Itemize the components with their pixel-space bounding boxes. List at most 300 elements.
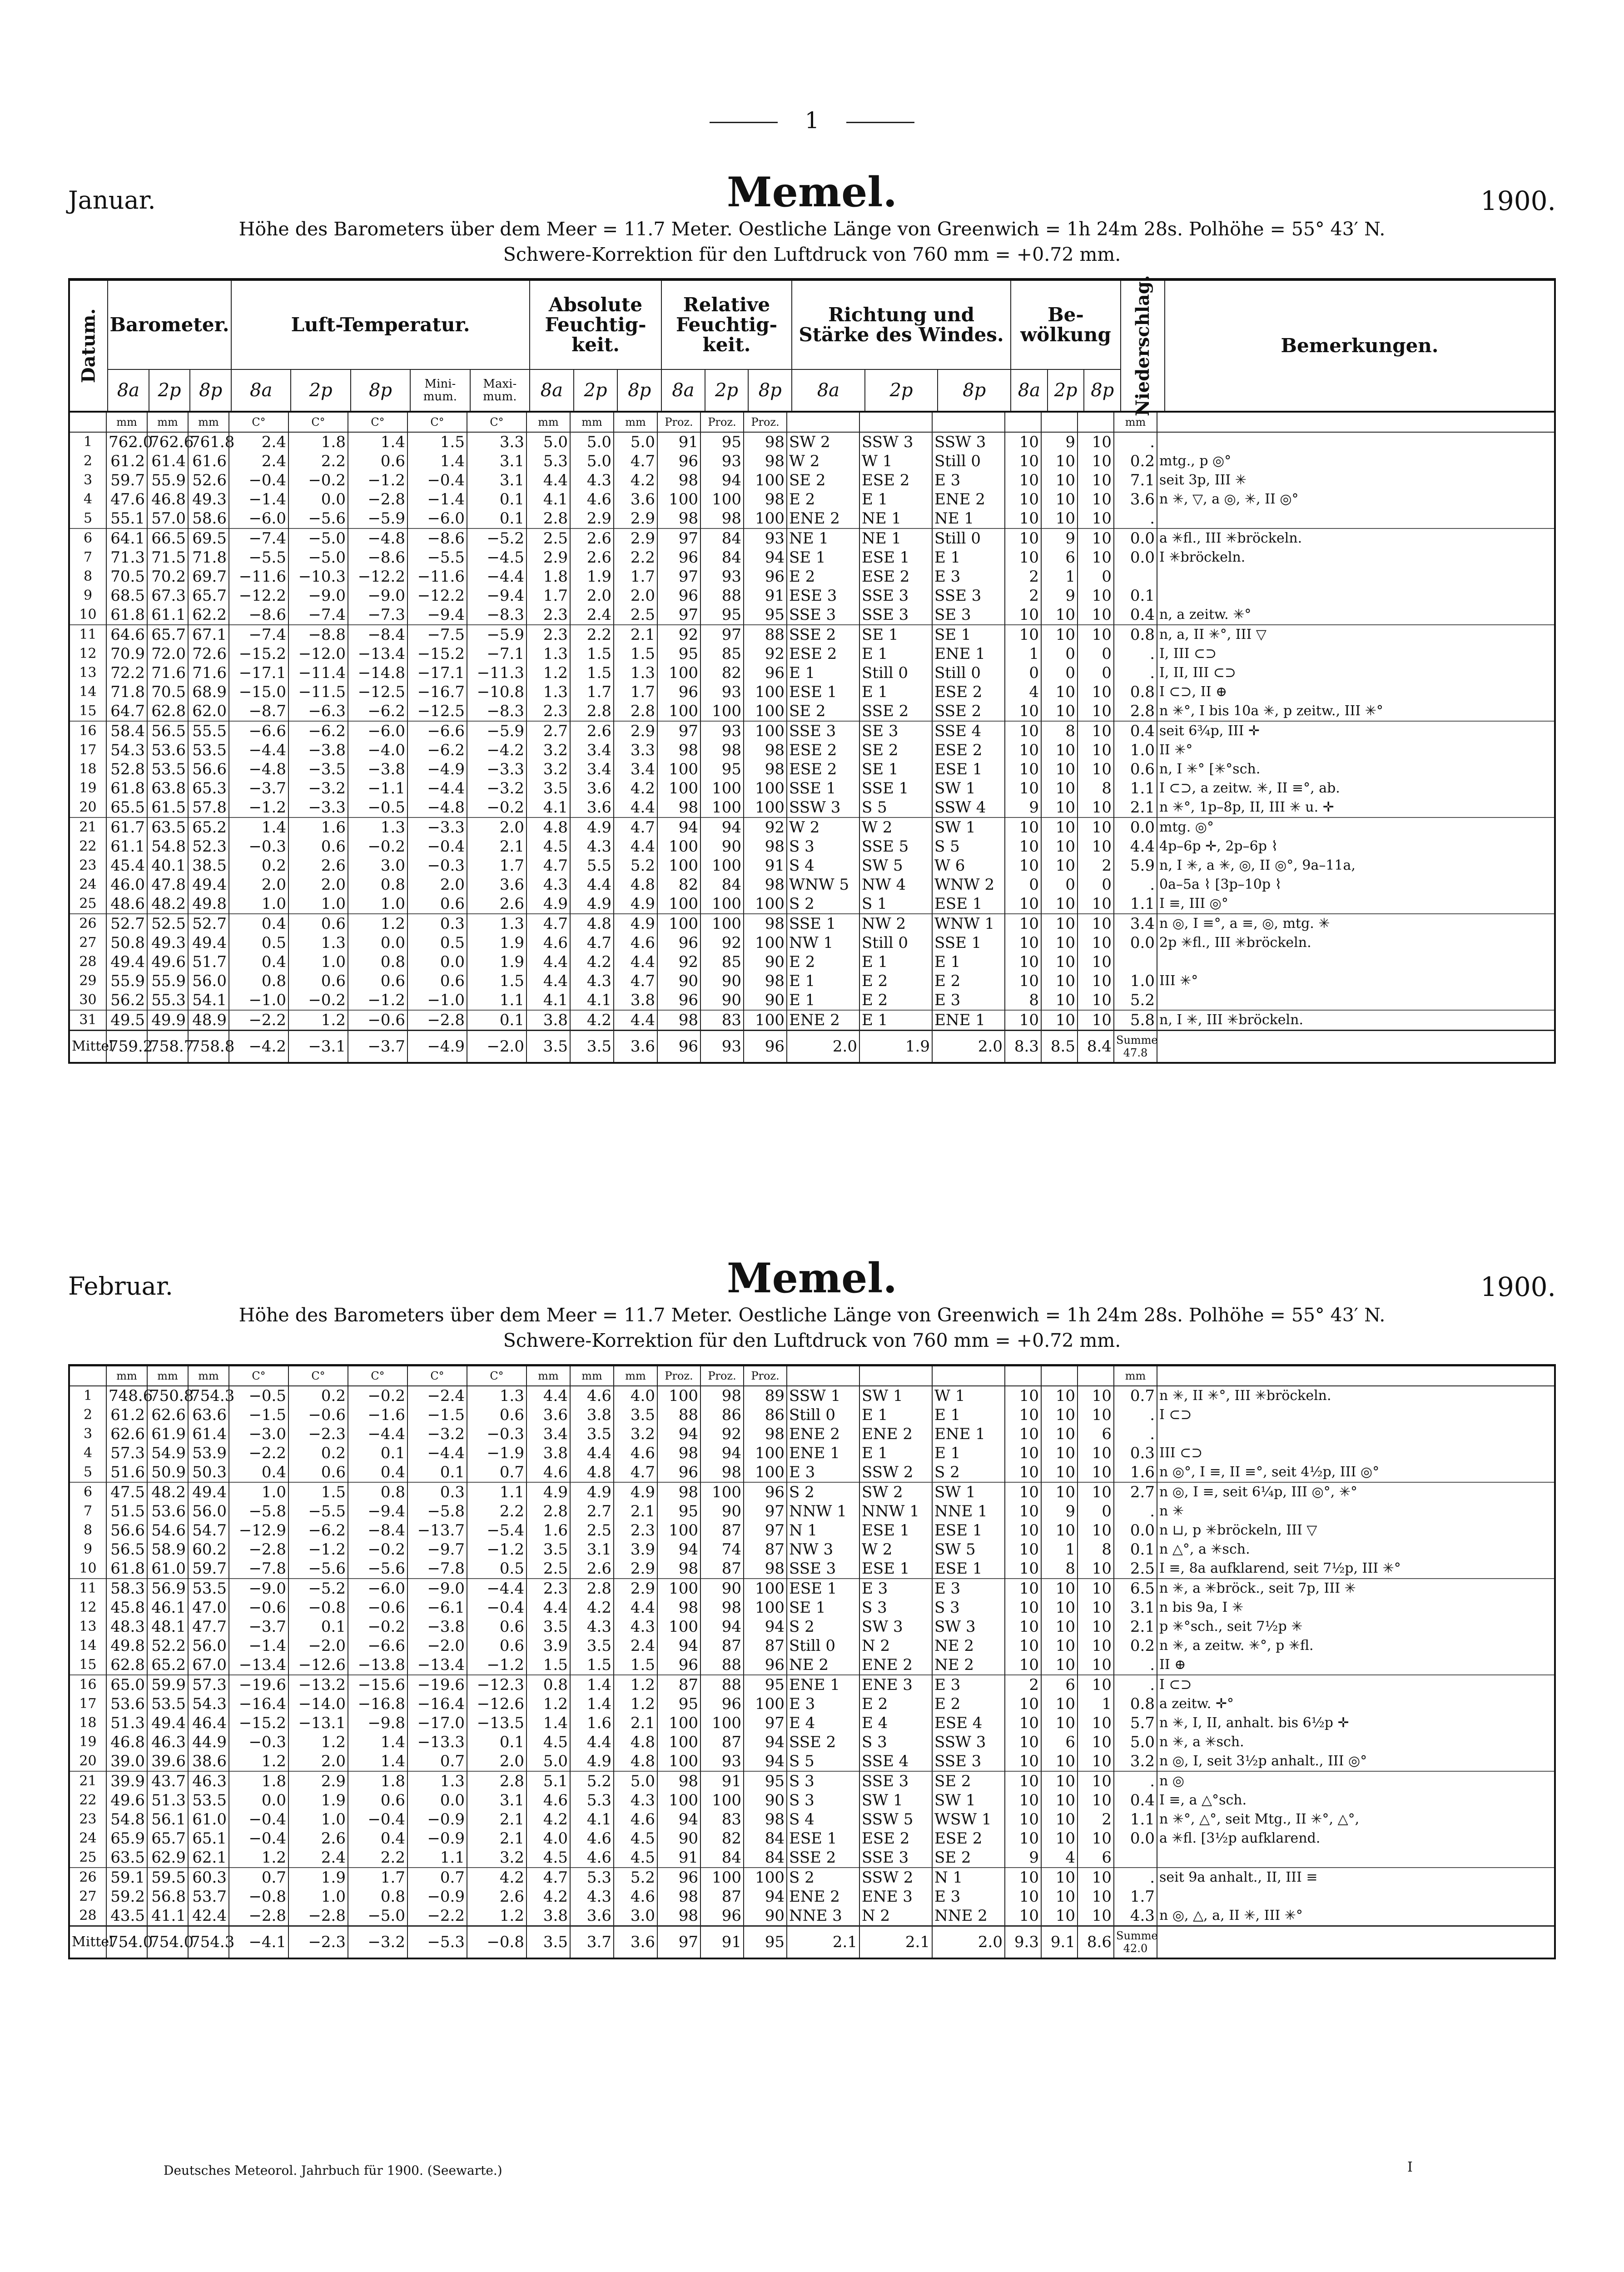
cell-rel-8p: 84 (744, 1848, 787, 1868)
unit-temp-min: C° (407, 1366, 467, 1386)
cell-wind-2p: E 1 (859, 1010, 932, 1031)
cell-temp-8p: −8.4 (348, 625, 407, 644)
cell-abs-2p: 2.6 (570, 548, 614, 567)
table-row (69, 1675, 1555, 1694)
table-row (69, 1791, 1555, 1810)
cell-wind-2p: ENE 3 (859, 1675, 932, 1694)
cell-baro-8a: 43.5 (106, 1906, 147, 1926)
cell-wind-8a: ESE 3 (787, 586, 859, 605)
cell-temp-8a: −17.1 (229, 663, 288, 683)
cell-precip: 5.0 (1114, 1733, 1157, 1752)
cell-temp-8p: −5.9 (348, 509, 407, 528)
cell-rel-2p: 86 (700, 1405, 744, 1425)
cell-abs-8a: 4.4 (526, 1598, 570, 1617)
cell-abs-8p: 4.6 (614, 1887, 657, 1906)
cell-abs-8p: 2.9 (614, 721, 657, 741)
cell-abs-2p: 3.5 (570, 1636, 614, 1655)
cell-temp-max: 2.2 (467, 1502, 526, 1521)
cell-baro-8p: 49.3 (188, 490, 229, 509)
cell-precip: 0.4 (1114, 1791, 1157, 1810)
cell-cloud-2p: 10 (1041, 1752, 1078, 1771)
cell-temp-max: 1.7 (467, 856, 526, 875)
cell-temp-2p: 0.2 (288, 1444, 348, 1463)
rule-right (846, 122, 914, 123)
cell-baro-8a: 50.8 (106, 933, 147, 952)
cell-abs-8a: 2.8 (526, 1502, 570, 1521)
cell-wind-8a: SE 2 (787, 702, 859, 721)
cell-wind-2p: SSW 2 (859, 1868, 932, 1887)
cell-temp-min: −2.4 (407, 1386, 467, 1405)
cell-temp-min: −15.2 (407, 644, 467, 663)
cell-temp-min: −0.4 (407, 837, 467, 856)
cell-precip: 2.5 (1114, 1559, 1157, 1579)
cell-rel-8p: 89 (744, 1386, 787, 1405)
mean-row (69, 1926, 1555, 1959)
cell-wind-8a: SSE 3 (787, 605, 859, 625)
cell-temp-8a: −12.9 (229, 1521, 288, 1540)
cell-wind-8p: S 2 (932, 1463, 1005, 1482)
cell-temp-max: −1.9 (467, 1444, 526, 1463)
cell-precip: 1.1 (1114, 779, 1157, 798)
mean-temp-8a: −4.2 (229, 1031, 288, 1063)
cell-temp-8p: −6.6 (348, 1636, 407, 1655)
cell-abs-8p: 2.1 (614, 625, 657, 644)
cell-baro-8p: 67.1 (188, 625, 229, 644)
cell-remarks: III ⊂⊃ (1159, 1445, 1203, 1461)
cell-abs-8p: 4.9 (614, 914, 657, 933)
cell-wind-8a: Still 0 (787, 1405, 859, 1425)
cell-temp-8p: −0.2 (348, 1386, 407, 1405)
cell-cloud-8p: 10 (1078, 1521, 1114, 1540)
cell-abs-8p: 3.9 (614, 1540, 657, 1559)
cell-abs-2p: 4.2 (570, 1598, 614, 1617)
cell-cloud-8a: 10 (1005, 1010, 1041, 1031)
cell-temp-8a: −11.6 (229, 567, 288, 586)
cell-temp-min: −4.9 (407, 760, 467, 779)
cell-cloud-8a: 10 (1005, 1655, 1041, 1675)
cell-day: 15 (69, 1655, 106, 1675)
cell-wind-2p: SSE 3 (859, 1848, 932, 1868)
cell-temp-2p: −7.4 (288, 605, 348, 625)
cell-wind-2p: ESE 1 (859, 1521, 932, 1540)
cell-temp-min: 0.6 (407, 972, 467, 991)
cell-baro-8p: 51.7 (188, 952, 229, 972)
cell-remarks: n △°, a ✳sch. (1159, 1541, 1250, 1557)
cell-baro-8p: 71.6 (188, 663, 229, 683)
cell-abs-2p: 4.3 (570, 972, 614, 991)
cell-baro-2p: 40.1 (147, 856, 188, 875)
table-row (69, 1636, 1555, 1655)
cell-wind-8p: E 3 (932, 991, 1005, 1010)
cell-temp-min: −9.0 (407, 1579, 467, 1598)
table-row (69, 741, 1555, 760)
mean-precip: Summe 42.0 (1114, 1926, 1157, 1959)
cell-rel-8p: 98 (744, 972, 787, 991)
cell-cloud-8a: 8 (1005, 991, 1041, 1010)
cell-rel-8a: 94 (657, 1810, 700, 1829)
cell-wind-2p: NW 2 (859, 914, 932, 933)
cell-cloud-8p: 10 (1078, 490, 1114, 509)
cell-abs-2p: 3.4 (570, 760, 614, 779)
cell-wind-8a: N 1 (787, 1521, 859, 1540)
cell-wind-8a: SSE 2 (787, 625, 859, 644)
cell-temp-max: 1.3 (467, 1386, 526, 1405)
cell-baro-8a: 64.6 (106, 625, 147, 644)
mean-baro-2p: 758.7 (147, 1031, 188, 1063)
cell-wind-8p: W 6 (932, 856, 1005, 875)
cell-rel-2p: 92 (700, 1425, 744, 1444)
cell-rel-2p: 90 (700, 1579, 744, 1598)
section-february (68, 1254, 1556, 1959)
cell-precip: 1.0 (1114, 741, 1157, 760)
cell-baro-2p: 55.9 (147, 972, 188, 991)
table-row (69, 1752, 1555, 1771)
cell-day: 26 (69, 1868, 106, 1887)
cell-wind-2p: SE 2 (859, 741, 932, 760)
cell-abs-2p: 2.2 (570, 625, 614, 644)
cell-cloud-2p: 8 (1041, 721, 1078, 741)
cell-temp-8p: −9.0 (348, 586, 407, 605)
cell-cloud-8p: 10 (1078, 914, 1114, 933)
cell-abs-8a: 1.8 (526, 567, 570, 586)
cell-temp-2p: −5.0 (288, 548, 348, 567)
cell-temp-8a: 1.4 (229, 817, 288, 837)
cell-cloud-2p: 10 (1041, 1868, 1078, 1887)
cell-wind-8p: ESE 4 (932, 1714, 1005, 1733)
cell-abs-2p: 4.6 (570, 1829, 614, 1848)
cell-rel-2p: 94 (700, 817, 744, 837)
cell-cloud-2p: 10 (1041, 1771, 1078, 1791)
cell-abs-8p: 4.8 (614, 875, 657, 894)
cell-wind-2p: SE 1 (859, 625, 932, 644)
cell-precip: . (1114, 663, 1157, 683)
cell-wind-8a: E 3 (787, 1694, 859, 1714)
cell-temp-max: 2.0 (467, 817, 526, 837)
cell-rel-8a: 94 (657, 1540, 700, 1559)
table-row (69, 875, 1555, 894)
cell-wind-2p: S 3 (859, 1733, 932, 1752)
cell-day: 8 (69, 1521, 106, 1540)
cell-day: 1 (69, 1386, 106, 1405)
cell-wind-8a: ESE 1 (787, 683, 859, 702)
mean-rel-8a: 97 (657, 1926, 700, 1959)
cell-baro-8a: 49.6 (106, 1791, 147, 1810)
cell-temp-max: 2.6 (467, 894, 526, 914)
cell-abs-8p: 5.0 (614, 1771, 657, 1791)
cell-baro-2p: 56.9 (147, 1579, 188, 1598)
cell-temp-2p: 2.6 (288, 1829, 348, 1848)
cell-abs-8a: 3.8 (526, 1010, 570, 1031)
cell-baro-8a: 58.4 (106, 721, 147, 741)
cell-temp-8a: −3.7 (229, 779, 288, 798)
cell-remarks: I ✳bröckeln. (1159, 549, 1246, 565)
cell-temp-8a: −12.2 (229, 586, 288, 605)
cell-temp-8a: −0.3 (229, 1733, 288, 1752)
cell-cloud-8a: 10 (1005, 1694, 1041, 1714)
cell-wind-8a: SW 2 (787, 432, 859, 452)
cell-cloud-2p: 9 (1041, 1502, 1078, 1521)
cell-temp-min: 0.0 (407, 1791, 467, 1810)
cell-baro-8a: 71.3 (106, 548, 147, 567)
cell-baro-8p: 53.9 (188, 1444, 229, 1463)
cell-day: 12 (69, 1598, 106, 1617)
cell-temp-8a: −2.2 (229, 1444, 288, 1463)
cell-rel-8p: 98 (744, 837, 787, 856)
table-row (69, 1868, 1555, 1887)
cell-wind-8a: E 1 (787, 663, 859, 683)
cell-cloud-8a: 10 (1005, 1559, 1041, 1579)
cell-cloud-8p: 0 (1078, 1502, 1114, 1521)
table-row (69, 1771, 1555, 1791)
cell-cloud-2p: 10 (1041, 952, 1078, 972)
cell-abs-2p: 3.6 (570, 1906, 614, 1926)
cell-temp-8p: −14.8 (348, 663, 407, 683)
cell-abs-8a: 1.4 (526, 1714, 570, 1733)
cell-day: 11 (69, 625, 106, 644)
cell-wind-8a: S 4 (787, 856, 859, 875)
cell-abs-8a: 1.2 (526, 1694, 570, 1714)
cell-rel-8p: 100 (744, 509, 787, 528)
cell-remarks: II ⊕ (1159, 1657, 1186, 1673)
cell-cloud-2p: 10 (1041, 1636, 1078, 1655)
cell-day: 29 (69, 972, 106, 991)
cell-cloud-8p: 10 (1078, 1405, 1114, 1425)
cell-temp-min: −13.7 (407, 1521, 467, 1540)
cell-wind-8p: SE 2 (932, 1848, 1005, 1868)
cell-temp-2p: 2.2 (288, 452, 348, 471)
cell-wind-8a: W 2 (787, 452, 859, 471)
cell-wind-2p: SSE 5 (859, 837, 932, 856)
cell-cloud-8p: 10 (1078, 991, 1114, 1010)
cell-remarks: n, I ✳, a ✳, ◎, II ◎°, 9a–11a, (1159, 857, 1356, 873)
cell-baro-8a: 71.8 (106, 683, 147, 702)
cell-baro-8p: 61.4 (188, 1425, 229, 1444)
cell-abs-8a: 3.5 (526, 1540, 570, 1559)
cell-temp-min: −4.4 (407, 1444, 467, 1463)
table-row (69, 702, 1555, 721)
cell-cloud-8a: 10 (1005, 1906, 1041, 1926)
unit-abs-2p: mm (570, 413, 614, 432)
cell-cloud-2p: 10 (1041, 1444, 1078, 1463)
mean-temp-8a: −4.1 (229, 1926, 288, 1959)
cell-abs-2p: 2.6 (570, 721, 614, 741)
cell-abs-8a: 4.5 (526, 1848, 570, 1868)
cell-rel-8a: 96 (657, 452, 700, 471)
cell-wind-8a: NNW 1 (787, 1502, 859, 1521)
cell-day: 18 (69, 1714, 106, 1733)
cell-cloud-2p: 10 (1041, 1425, 1078, 1444)
table-row (69, 1617, 1555, 1636)
cell-abs-8a: 2.5 (526, 528, 570, 548)
cell-rel-2p: 96 (700, 1694, 744, 1714)
unit-remarks (1157, 413, 1555, 432)
table-row (69, 837, 1555, 856)
cell-abs-2p: 4.9 (570, 817, 614, 837)
cell-temp-2p: 1.0 (288, 1887, 348, 1906)
cell-cloud-2p: 10 (1041, 817, 1078, 837)
cell-baro-2p: 47.8 (147, 875, 188, 894)
mean-temp-2p: −2.3 (288, 1926, 348, 1959)
cell-temp-min: −7.8 (407, 1559, 467, 1579)
cell-abs-8a: 3.5 (526, 779, 570, 798)
cell-day: 20 (69, 1752, 106, 1771)
cell-baro-2p: 52.2 (147, 1636, 188, 1655)
cell-day: 22 (69, 1791, 106, 1810)
cell-temp-8p: 1.0 (348, 894, 407, 914)
cell-temp-max: 1.5 (467, 972, 526, 991)
cell-remarks: II ✳° (1159, 742, 1193, 758)
cell-baro-8p: 46.4 (188, 1714, 229, 1733)
cell-baro-2p: 50.9 (147, 1463, 188, 1482)
header-relative-humidity: Relative Feuchtig- keit. 8a 2p 8p (662, 281, 792, 411)
cell-wind-8p: ESE 2 (932, 1829, 1005, 1848)
table-row (69, 452, 1555, 471)
cell-wind-2p: E 4 (859, 1714, 932, 1733)
cell-cloud-2p: 10 (1041, 798, 1078, 817)
cell-day: 9 (69, 1540, 106, 1559)
cell-temp-8p: −6.0 (348, 721, 407, 741)
unit-baro-8a: mm (106, 413, 147, 432)
cell-rel-8a: 100 (657, 856, 700, 875)
cell-wind-8a: SSE 3 (787, 1559, 859, 1579)
unit-temp-max: C° (467, 413, 526, 432)
cell-temp-max: 3.1 (467, 471, 526, 490)
cell-cloud-8p: 10 (1078, 1482, 1114, 1502)
cell-temp-min: 0.3 (407, 914, 467, 933)
cell-wind-2p: SSE 1 (859, 779, 932, 798)
cell-temp-8p: −0.6 (348, 1010, 407, 1031)
cell-temp-8p: 2.2 (348, 1848, 407, 1868)
cell-temp-min: 0.3 (407, 1482, 467, 1502)
cell-baro-2p: 56.8 (147, 1887, 188, 1906)
cell-baro-8a: 762.0 (106, 432, 147, 452)
cell-cloud-8p: 10 (1078, 1868, 1114, 1887)
cell-cloud-2p: 10 (1041, 490, 1078, 509)
cell-rel-2p: 98 (700, 1386, 744, 1405)
cell-rel-8p: 100 (744, 1463, 787, 1482)
cell-cloud-8a: 10 (1005, 1425, 1041, 1444)
cell-rel-8a: 100 (657, 1617, 700, 1636)
cell-cloud-2p: 10 (1041, 1579, 1078, 1598)
cell-remarks: I ⊂⊃ (1157, 1675, 1555, 1694)
cell-wind-8p: E 3 (932, 567, 1005, 586)
cell-day: 10 (69, 605, 106, 625)
cell-cloud-2p: 10 (1041, 1405, 1078, 1425)
cell-baro-2p: 56.1 (147, 1810, 188, 1829)
cell-baro-8a: 48.3 (106, 1617, 147, 1636)
cell-cloud-8p: 10 (1078, 972, 1114, 991)
cell-temp-max: −0.2 (467, 798, 526, 817)
unit-cloud-8a (1005, 413, 1041, 432)
table-row (69, 894, 1555, 914)
cell-temp-8p: −9.8 (348, 1714, 407, 1733)
cell-temp-8a: −1.4 (229, 490, 288, 509)
unit-wind-8a (787, 413, 859, 432)
cell-abs-2p: 2.4 (570, 605, 614, 625)
cell-wind-8p: SW 3 (932, 1617, 1005, 1636)
cell-cloud-8p: 10 (1078, 586, 1114, 605)
cell-abs-8p: 4.0 (614, 1386, 657, 1405)
cell-baro-2p: 53.6 (147, 741, 188, 760)
cell-temp-2p: 2.9 (288, 1771, 348, 1791)
cell-precip: 1.1 (1114, 1810, 1157, 1829)
cell-temp-max: 2.0 (467, 1752, 526, 1771)
cell-wind-2p: E 2 (859, 1694, 932, 1714)
cell-baro-8p: 38.5 (188, 856, 229, 875)
cell-wind-8a: SSE 1 (787, 779, 859, 798)
cell-abs-8a: 2.3 (526, 625, 570, 644)
cell-remarks: mtg., p ◎° (1159, 453, 1232, 469)
cell-cloud-8a: 10 (1005, 933, 1041, 952)
cell-rel-8p: 100 (744, 1598, 787, 1617)
cell-remarks: III ✳° (1159, 973, 1198, 989)
cell-temp-2p: −6.2 (288, 721, 348, 741)
cell-baro-8p: 58.6 (188, 509, 229, 528)
cell-precip: 5.8 (1114, 1010, 1157, 1031)
cell-baro-2p: 53.5 (147, 1694, 188, 1714)
cell-baro-2p: 55.9 (147, 471, 188, 490)
cell-cloud-2p: 1 (1041, 1540, 1078, 1559)
cell-cloud-8a: 10 (1005, 490, 1041, 509)
cell-day: 17 (69, 741, 106, 760)
cell-baro-8a: 52.8 (106, 760, 147, 779)
cell-cloud-2p: 10 (1041, 452, 1078, 471)
station-info-line: Höhe des Barometers über dem Meer = 11.7 Meter. Oestliche Länge von Greenwich = 1h 24m 28s. Polhöhe = 55° 43′ N. (238, 1304, 1386, 1326)
cell-wind-8a: S 3 (787, 1771, 859, 1791)
cell-precip: . (1114, 1425, 1157, 1444)
table-row (69, 1463, 1555, 1482)
cell-cloud-8p: 10 (1078, 1010, 1114, 1031)
cell-cloud-8p: 10 (1078, 528, 1114, 548)
unit-temp-8a: C° (229, 413, 288, 432)
cell-wind-2p: SSE 3 (859, 1771, 932, 1791)
cell-wind-8a: W 2 (787, 817, 859, 837)
cell-temp-2p: 2.0 (288, 875, 348, 894)
cell-wind-2p: ESE 1 (859, 548, 932, 567)
table-row (69, 586, 1555, 605)
cell-baro-8a: 51.5 (106, 1502, 147, 1521)
cell-precip: 5.9 (1114, 856, 1157, 875)
cell-rel-8a: 98 (657, 1010, 700, 1031)
cell-temp-8p: −0.6 (348, 1598, 407, 1617)
cell-rel-8a: 90 (657, 972, 700, 991)
cell-cloud-2p: 9 (1041, 528, 1078, 548)
cell-temp-2p: 0.6 (288, 837, 348, 856)
cell-baro-8p: 54.1 (188, 991, 229, 1010)
cell-abs-8a: 4.4 (526, 1386, 570, 1405)
cell-cloud-8p: 10 (1078, 933, 1114, 952)
cell-cloud-8p: 10 (1078, 1771, 1114, 1791)
cell-temp-8p: −13.4 (348, 644, 407, 663)
cell-temp-max: −5.9 (467, 721, 526, 741)
mean-rel-2p: 91 (700, 1926, 744, 1959)
cell-cloud-8a: 10 (1005, 452, 1041, 471)
cell-baro-8a: 61.8 (106, 1559, 147, 1579)
cell-precip: 2.8 (1114, 702, 1157, 721)
cell-cloud-2p: 10 (1041, 1617, 1078, 1636)
cell-rel-8p: 95 (744, 1675, 787, 1694)
cell-rel-8p: 98 (744, 1425, 787, 1444)
cell-abs-8a: 3.2 (526, 741, 570, 760)
cell-baro-2p: 53.6 (147, 1502, 188, 1521)
cell-temp-min: 0.6 (407, 894, 467, 914)
cell-temp-2p: −13.2 (288, 1675, 348, 1694)
cell-wind-2p: S 5 (859, 798, 932, 817)
cell-temp-min: −13.4 (407, 1655, 467, 1675)
cell-cloud-8a: 9 (1005, 798, 1041, 817)
cell-wind-8a: ESE 1 (787, 1829, 859, 1848)
unit-baro-2p: mm (147, 413, 188, 432)
